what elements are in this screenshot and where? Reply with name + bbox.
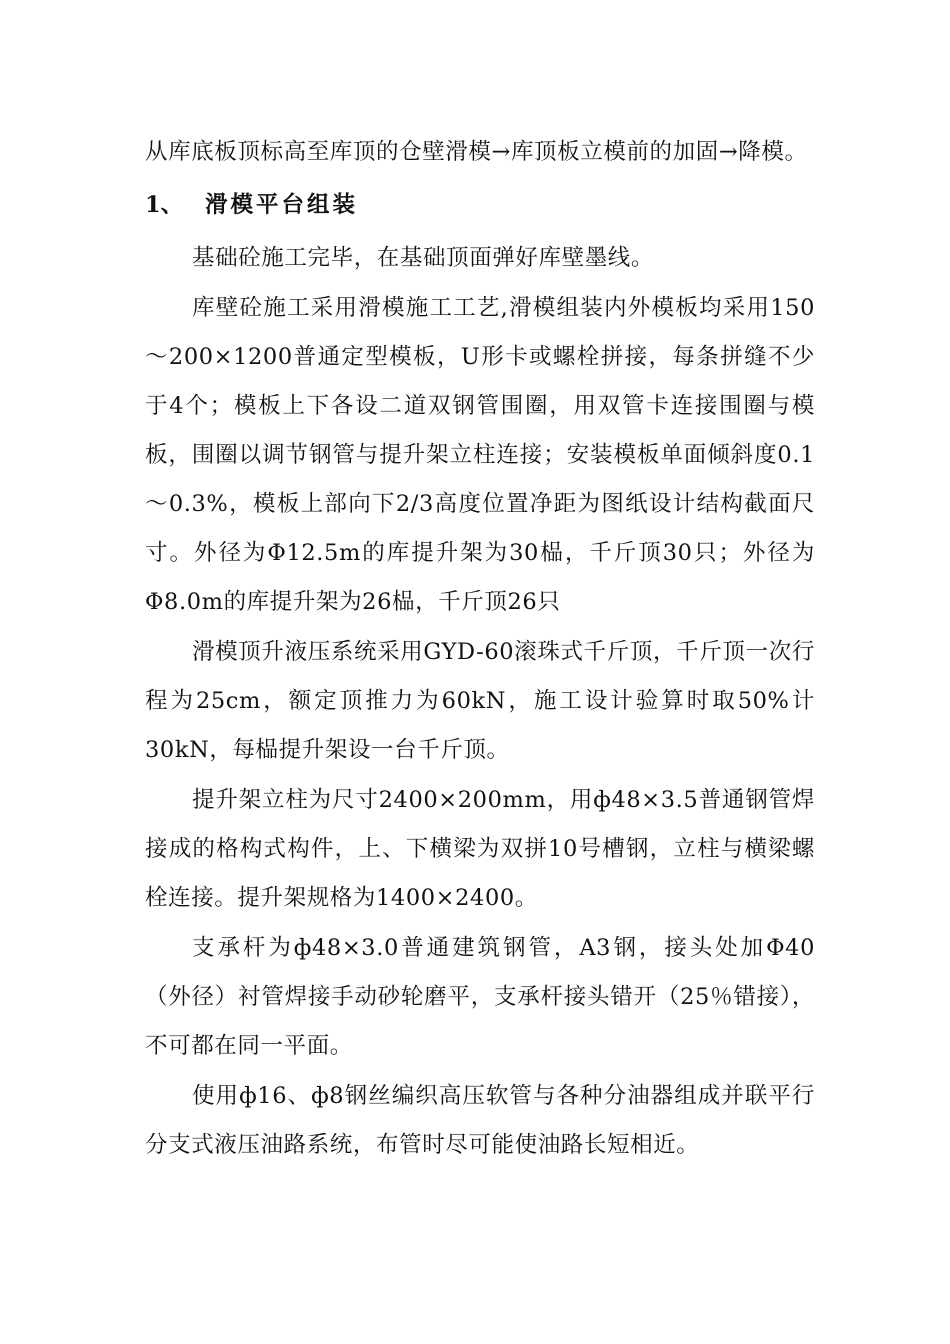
paragraph-5: 支承杆为ф48×3.0普通建筑钢管，A3钢，接头处加Φ40（外径）衬管焊接手动砂轮磨平，支承杆接头错开（25％错接），不可都在同一平面。	[145, 935, 815, 1059]
section-heading	[145, 181, 815, 230]
paragraph-1: 基础砼施工完毕，在基础顶面弹好库壁墨线。	[192, 245, 655, 271]
paragraph-2: 库壁砼施工采用滑模施工工艺,滑模组装内外模板均采用150～200×1200普通定型模板，U形卡或螺栓拼接，每条拼缝不少于4个；模板上下各设二道双钢管围圈，用双管卡连接围圈与模板，围圈以调节钢管与提升架立柱连接；安装模板单面倾斜度0.1～0.3%，模板上部向下2/3高度位置净距为图纸设计结构截面尺寸。外径为Φ12.5m的库提升架为30榀，千斤顶30只；外径为Φ8.0m的库提升架为26榀，千斤顶26只	[145, 295, 815, 615]
intro-paragraph: 从库底板顶标高至库顶的仓壁滑模→库顶板立模前的加固→降模。	[145, 139, 808, 165]
section-title: 滑模平台组装	[205, 192, 359, 218]
paragraph-4: 提升架立柱为尺寸2400×200mm，用ф48×3.5普通钢管焊接成的格构式构件，上、下横梁为双拼10号槽钢，立柱与横梁螺栓连接。提升架规格为1400×2400。	[145, 787, 815, 911]
paragraph-6: 使用ф16、ф8钢丝编织高压软管与各种分油器组成并联平行分支式液压油路系统，布管时尽可能使油路长短相近。	[145, 1083, 815, 1158]
section-number: 1、	[145, 192, 184, 218]
paragraph-3: 滑模顶升液压系统采用GYD-60滚珠式千斤顶，千斤顶一次行程为25cm，额定顶推力为60kN，施工设计验算时取50%计30kN，每榀提升架设一台千斤顶。	[145, 639, 815, 763]
document-body	[145, 128, 815, 1170]
